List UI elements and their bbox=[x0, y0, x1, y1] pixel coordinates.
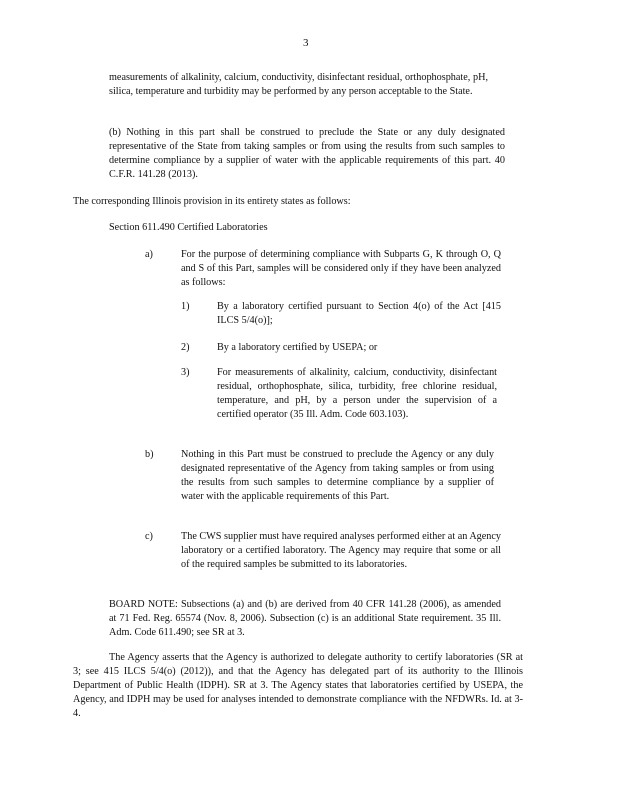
subsection-b-text: Nothing in this Part must be construed to preclude the Agency or any duly designated representative of the Agency from taking samples or from using the results from such samples to determine compliance by a supplier of water with the applicable requirements of this Part. bbox=[181, 449, 494, 502]
board-note: BOARD NOTE: Subsections (a) and (b) are derived from 40 CFR 141.28 (2006), as amended at 71 Fed. Reg. 65574 (Nov. 8, 2006). Subsection (c) is an additional State requirement. 35 Ill. Adm. Code 611.490; see SR at 3. bbox=[109, 599, 501, 638]
item-1-label: 1) bbox=[181, 301, 190, 312]
subsection-b-label: b) bbox=[145, 449, 154, 460]
item-3-text: For measurements of alkalinity, calcium, conductivity, disinfectant residual, orthophosphate, silica, turbidity, free chlorine residual, temperature, and pH, by a person under the supervision of a certified operator (35 Ill. Adm. Code 603.103). bbox=[217, 367, 497, 420]
subsection-a-label: a) bbox=[145, 249, 153, 260]
intro-line: The corresponding Illinois provision in its entirety states as follows: bbox=[73, 196, 351, 207]
federal-quote-paragraph-2: (b) Nothing in this part shall be construed to preclude the State or any duly designated representative of the State from taking samples or from using the results from such samples to determine compliance by a supplier of water with the applicable requirements of this part. 40 C.F.R. 141.28 (2013). bbox=[109, 127, 505, 180]
federal-quote-paragraph-1: measurements of alkalinity, calcium, conductivity, disinfectant residual, orthophosphate, pH, silica, temperature and turbidity may be performed by any person acceptable to the State. bbox=[109, 72, 488, 97]
subsection-c-text: The CWS supplier must have required analyses performed either at an Agency laboratory or a certified laboratory. The Agency may require that some or all of the required samples be submitted to its laboratories. bbox=[181, 531, 501, 570]
item-2-label: 2) bbox=[181, 342, 190, 353]
page-number: 3 bbox=[303, 37, 309, 49]
item-2-text: By a laboratory certified by USEPA; or bbox=[217, 342, 378, 353]
subsection-c-label: c) bbox=[145, 531, 153, 542]
section-heading: Section 611.490 Certified Laboratories bbox=[109, 222, 268, 233]
closing-paragraph: The Agency asserts that the Agency is authorized to delegate authority to certify laboratories (SR at 3; see 415 ILCS 5/4(o) (2012)), and that the Agency has delegated part of its authority to the Illinois Department of Public Health (IDPH). SR at 3. The Agency states that laboratories certified by USEPA, the Agency, and IDPH may be used for analyses intended to demonstrate compliance with the NFDWRs. Id. at 3-4. bbox=[73, 652, 523, 719]
item-3-label: 3) bbox=[181, 367, 190, 378]
subsection-a-text: For the purpose of determining compliance with Subparts G, K through O, Q and S of this Part, samples will be considered only if they have been analyzed as follows: bbox=[181, 249, 501, 288]
item-1-text: By a laboratory certified pursuant to Section 4(o) of the Act [415 ILCS 5/4(o)]; bbox=[217, 301, 501, 326]
